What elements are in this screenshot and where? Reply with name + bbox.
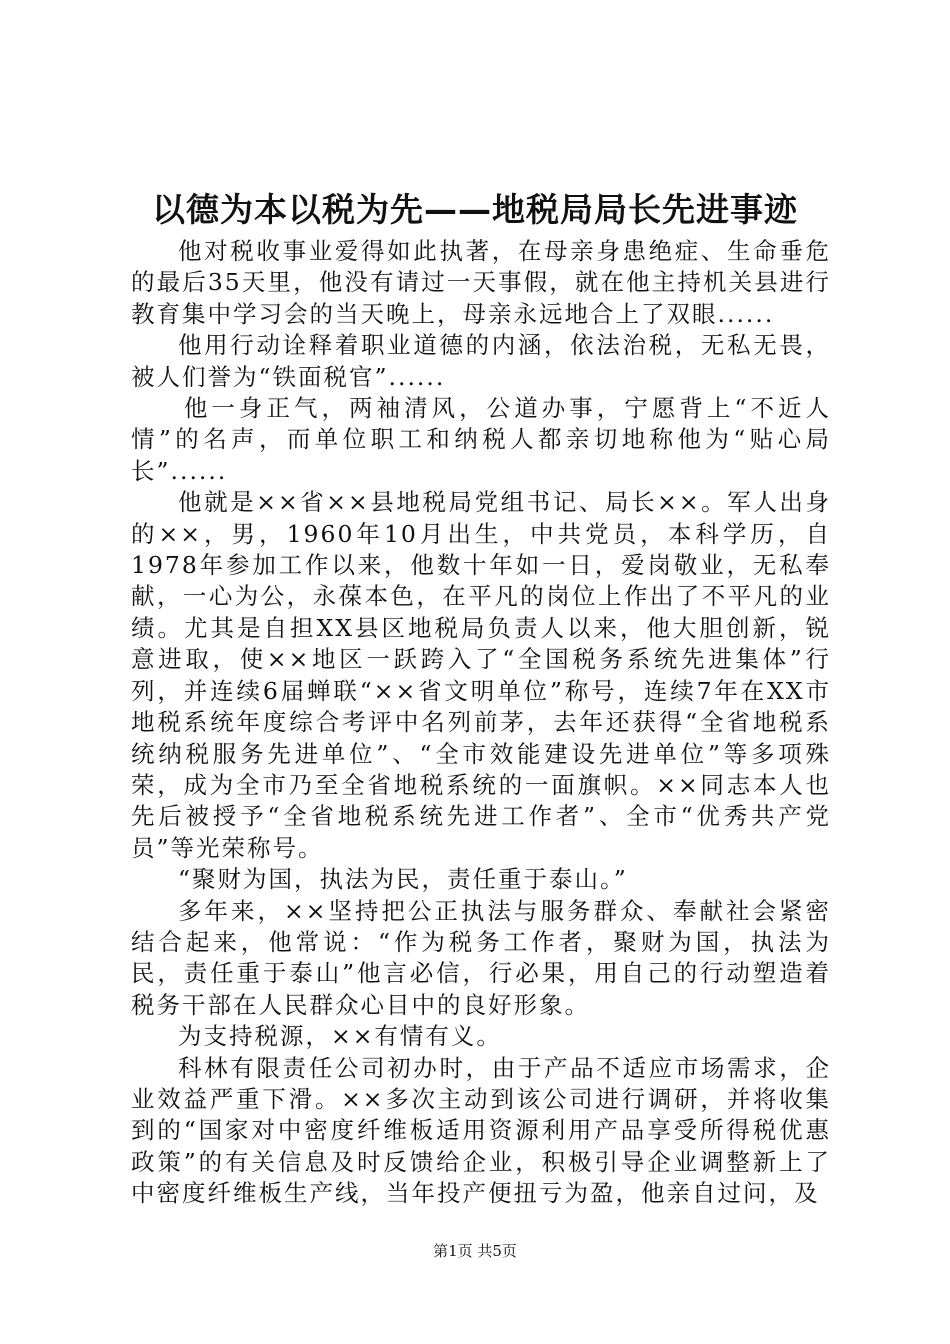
paragraph: 他就是××省××县地税局党组书记、局长××。军人出身的××，男，1960年10月出生，中共党员，本科学历，自1978年参加工作以来，他数十年如一日，爱岗敬业，无私奉献，一心为公，永葆本色，在平凡的岗位上作出了不平凡的业绩。尤其是自担XX县区地税局负责人以来，他大胆创新，锐意进取，使××地区一跃跨入了“全国税务系统先进集体”行列，并连续6届蝉联“××省文明单位”称号，连续7年在XX市地税系统年度综合考评中名列前茅，去年还获得“全省地税系统纳税服务先进单位”、“全市效能建设先进单位”等多项殊荣，成为全市乃至全省地税系统的一面旗帜。××同志本人也先后被授予“全省地税系统先进工作者”、全市“优秀共产党员”等光荣称号。: [131, 488, 831, 862]
paragraph: “聚财为国，执法为民，责任重于泰山。”: [178, 865, 628, 894]
document-title: 以德为本以税为先——地税局局长先进事迹: [152, 190, 798, 229]
page-number-footer: 第1页 共5页: [433, 1242, 517, 1260]
paragraph: 他一身正气，两袖清风，公道办事，宁愿背上“不近人情”的名声，而单位职工和纳税人都亲切地称他为“贴心局长”......: [131, 394, 831, 485]
paragraph: 为支持税源，××有情有义。: [178, 1022, 502, 1051]
paragraph: 多年来，××坚持把公正执法与服务群众、奉献社会紧密结合起来，他常说：“作为税务工作者，聚财为国，执法为民，责任重于泰山”他言必信，行必果，用自己的行动塑造着税务干部在人民群众心目中的良好形象。: [131, 896, 831, 1019]
document-body: [131, 236, 831, 1210]
paragraph: 他用行动诠释着职业道德的内涵，依法治税，无私无畏，被人们誉为“铁面税官”......: [131, 331, 831, 391]
paragraph: 他对税收事业爱得如此执著，在母亲身患绝症、生命垂危的最后35天里，他没有请过一天事假，就在他主持机关县进行教育集中学习会的当天晚上，母亲永远地合上了双眼......: [131, 237, 831, 328]
paragraph: 科林有限责任公司初办时，由于产品不适应市场需求，企业效益严重下滑。××多次主动到该公司进行调研，并将收集到的“国家对中密度纤维板适用资源利用产品享受所得税优惠政策”的有关信息及时反馈给企业，积极引导企业调整新上了中密度纤维板生产线，当年投产便扭亏为盈，他亲自过问，及: [131, 1053, 831, 1208]
